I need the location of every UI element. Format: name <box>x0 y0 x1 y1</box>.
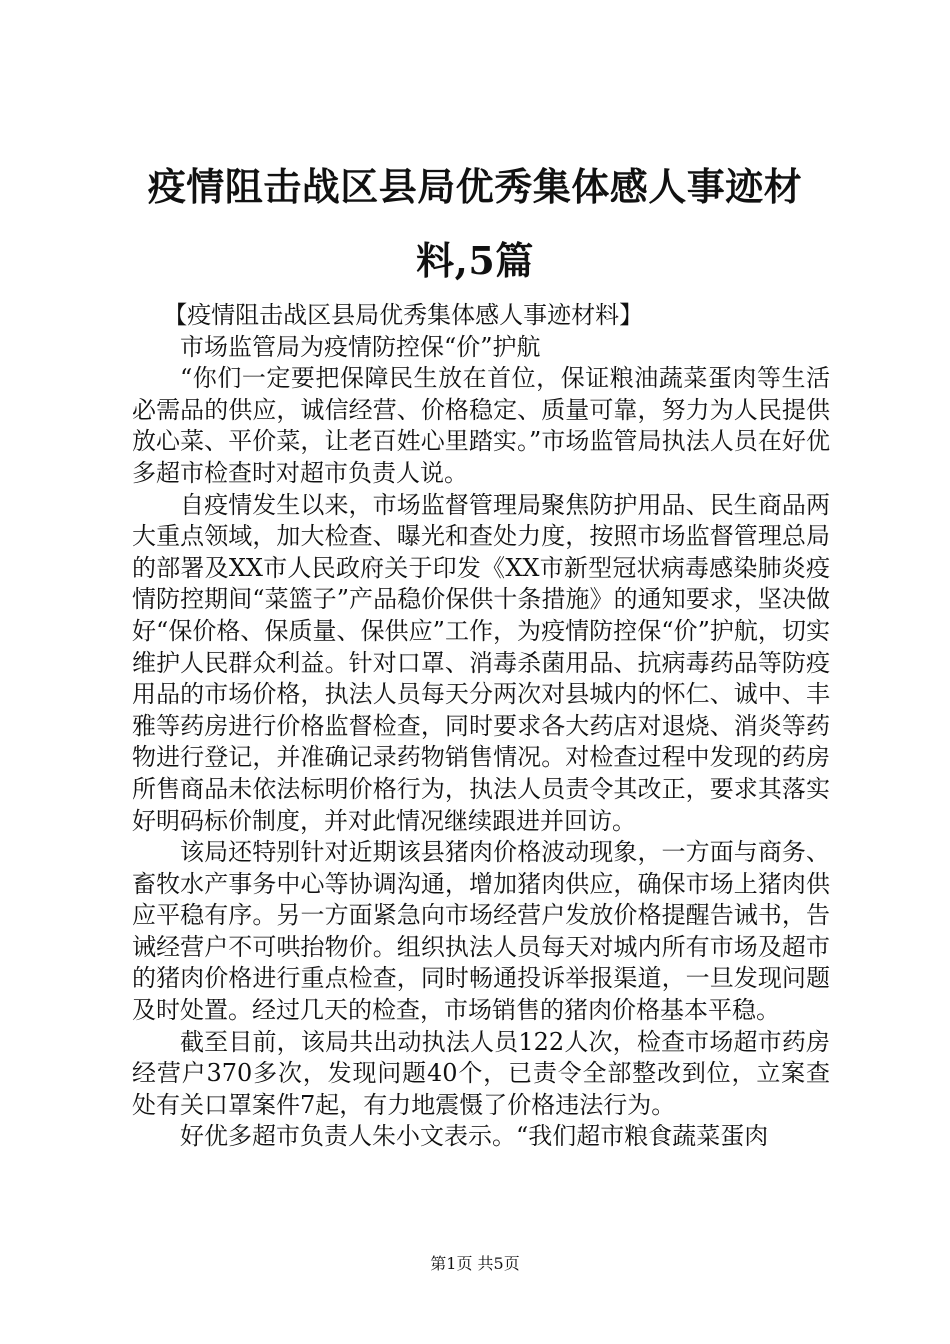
body-paragraph: 自疫情发生以来，市场监督管理局聚焦防护用品、民生商品两大重点领域，加大检查、曝光和查处力度，按照市场监督管理总局的部署及XX市人民政府关于印发《XX市新型冠状病毒感染肺炎疫情防控期间“菜篮子”产品稳价保供十条措施》的通知要求，坚决做好“保价格、保质量、保供应”工作，为疫情防控保“价”护航，切实维护人民群众利益。针对口罩、消毒杀菌用品、抗病毒药品等防疫用品的市场价格，执法人员每天分两次对县城内的怀仁、诚中、丰雅等药房进行价格监督检查，同时要求各大药店对退烧、消炎等药物进行登记，并准确记录药物销售情况。对检查过程中发现的药房所售商品未依法标明价格行为，执法人员责令其改正，要求其落实好明码标价制度，并对此情况继续跟进并回访。 <box>132 490 830 835</box>
body-paragraph: “你们一定要把保障民生放在首位，保证粮油蔬菜蛋肉等生活必需品的供应，诚信经营、价格稳定、质量可靠，努力为人民提供放心菜、平价菜，让老百姓心里踏实。”市场监管局执法人员在好优多超市检查时对超市负责人说。 <box>132 364 830 487</box>
document-body <box>132 300 830 1153</box>
page-footer: 第1页 共5页 <box>430 1254 520 1273</box>
body-paragraph: 该局还特别针对近期该县猪肉价格波动现象，一方面与商务、畜牧水产事务中心等协调沟通，增加猪肉供应，确保市场上猪肉供应平稳有序。另一方面紧急向市场经营户发放价格提醒告诫书，告诫经营户不可哄抬物价。组织执法人员每天对城内所有市场及超市的猪肉价格进行重点检查，同时畅通投诉举报渠道，一旦发现问题及时处置。经过几天的检查，市场销售的猪肉价格基本平稳。 <box>132 838 830 1025</box>
document-title: 疫情阻击战区县局优秀集体感人事迹材料,5篇 <box>147 164 803 283</box>
article-subtitle: 市场监管局为疫情防控保“价”护航 <box>180 332 541 361</box>
body-paragraph: 截至目前，该局共出动执法人员122人次，检查市场超市药房经营户370多次，发现问题40个，已责令全部整改到位，立案查处有关口罩案件7起，有力地震慑了价格违法行为。 <box>132 1027 830 1119</box>
body-paragraph: 好优多超市负责人朱小文表示。“我们超市粮食蔬菜蛋肉 <box>180 1122 769 1151</box>
section-heading: 【疫情阻击战区县局优秀集体感人事迹材料】 <box>163 301 644 329</box>
